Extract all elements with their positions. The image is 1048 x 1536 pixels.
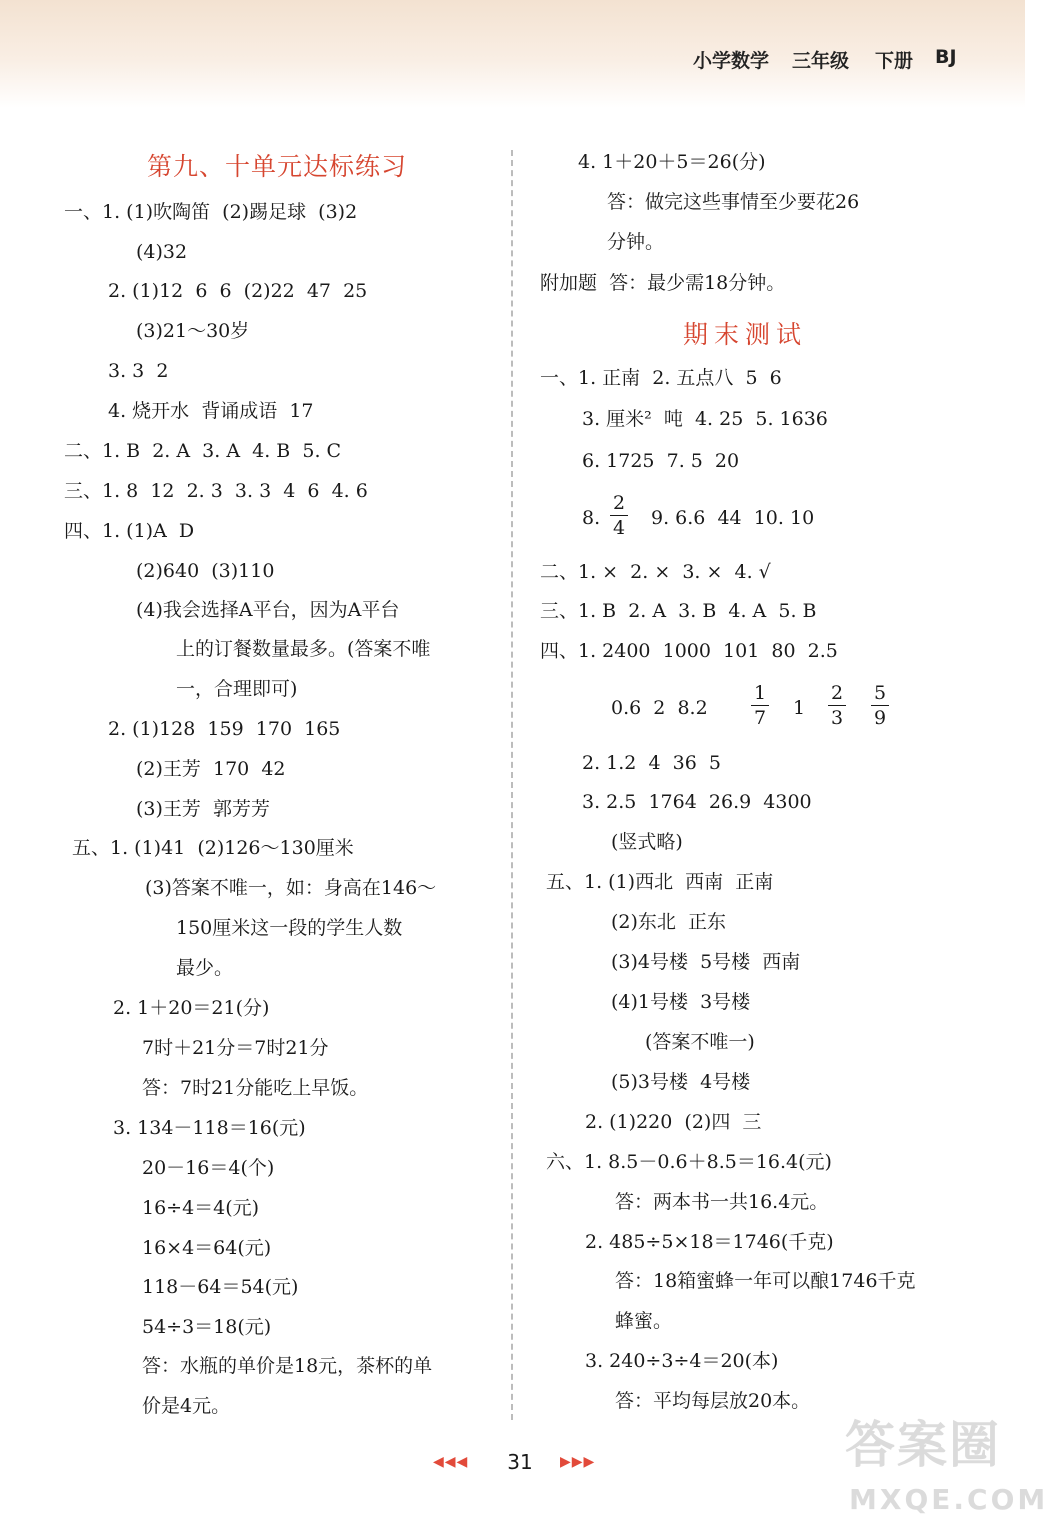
answer-line: (3)4号楼 5号楼 西南 [611, 951, 801, 973]
answer-line: 答：平均每层放20本。 [615, 1390, 811, 1412]
answer-line: (2)王芳 170 42 [136, 758, 286, 780]
answer-line: 2. 1＋20＝21(分) [113, 997, 270, 1019]
fraction [828, 682, 846, 729]
answer-line: 8. [582, 507, 601, 529]
answer-line: (5)3号楼 4号楼 [611, 1071, 751, 1093]
left-arrows-icon: ◀◀◀ [433, 1454, 469, 1470]
answer-line: 蜂蜜。 [615, 1310, 673, 1332]
answer-line: (4)1号楼 3号楼 [611, 991, 751, 1013]
answer-line: (3)答案不唯一，如：身高在146～ [145, 877, 437, 899]
header-subject: 小学数学 [693, 50, 770, 72]
answer-line: 答：水瓶的单价是18元，茶杯的单 [142, 1355, 433, 1377]
answer-line: 16÷4＝4(元) [142, 1197, 260, 1219]
header-grade: 三年级 [792, 50, 850, 72]
fraction-denominator: 4 [612, 517, 626, 539]
fraction [610, 492, 628, 539]
answer-line: 三、1. B 2. A 3. B 4. A 5. B [540, 600, 817, 622]
answer-line: (竖式略) [611, 831, 683, 853]
answer-line: 最少。 [176, 957, 234, 979]
answer-line: (3)21～30岁 [136, 320, 250, 342]
answer-line: 2. 485÷5×18＝1746(千克) [585, 1231, 834, 1253]
fraction-numerator: 1 [753, 682, 767, 704]
answer-line: 附加题 答：最少需18分钟。 [540, 272, 786, 294]
answer-line: 价是4元。 [142, 1395, 231, 1417]
fraction-denominator: 7 [753, 707, 767, 729]
answer-line: 3. 3 2 [108, 360, 169, 382]
fraction-numerator: 2 [612, 492, 626, 514]
answer-line: 9. 6.6 44 10. 10 [651, 507, 815, 529]
right-section-heading: 期末测试 [683, 320, 808, 349]
answer-line: 答：18箱蜜蜂一年可以酿1746千克 [615, 1270, 916, 1292]
answer-line: 一，合理即可) [176, 678, 298, 700]
fraction-denominator: 9 [873, 707, 887, 729]
fraction-numerator: 2 [830, 682, 844, 704]
answer-line: 2. (1)128 159 170 165 [108, 718, 341, 740]
page-number: 31 [507, 1450, 533, 1474]
answer-line: (4)我会选择A平台，因为A平台 [136, 599, 400, 621]
answer-line: 54÷3＝18(元) [142, 1316, 272, 1338]
answer-line: 3. 厘米² 吨 4. 25 5. 1636 [582, 408, 828, 430]
answer-line: 7时＋21分＝7时21分 [142, 1037, 329, 1059]
answer-line: 二、1. B 2. A 3. A 4. B 5. C [64, 440, 342, 462]
answer-line: (2)640 (3)110 [136, 560, 275, 582]
answer-line: 3. 2.5 1764 26.9 4300 [582, 791, 812, 813]
answer-line: 分钟。 [607, 231, 665, 253]
answer-line: 答：做完这些事情至少要花26 [607, 191, 860, 213]
header-volume: 下册 [875, 50, 914, 72]
answer-line: 四、1. 2400 1000 101 80 2.5 [540, 640, 838, 662]
answer-line: 五、1. (1)41 (2)126～130厘米 [72, 837, 354, 859]
watermark-logo [845, 1405, 1048, 1523]
running-header [0, 46, 1025, 76]
answer-line: 答：两本书一共16.4元。 [615, 1191, 829, 1213]
answer-line: 0.6 2 8.2 [611, 697, 708, 719]
fraction [871, 682, 889, 729]
answer-line: 一、1. (1)吹陶笛 (2)踢足球 (3)2 [64, 201, 358, 223]
answer-line: (3)王芳 郭芳芳 [136, 798, 270, 820]
answer-line: 一、1. 正南 2. 五点八 5 6 [540, 367, 782, 389]
watermark-text: 答案圈 [845, 1416, 1001, 1474]
answer-line: 三、1. 8 12 2. 3 3. 3 4 6 4. 6 [64, 480, 368, 502]
answer-line: 4. 烧开水 背诵成语 17 [108, 400, 314, 422]
answer-line: 3. 240÷3÷4＝20(本) [585, 1350, 779, 1372]
column-divider [511, 150, 513, 1420]
answer-line: 二、1. × 2. × 3. × 4. √ [540, 561, 771, 583]
answer-line: 答：7时21分能吃上早饭。 [142, 1077, 369, 1099]
answer-line: 6. 1725 7. 5 20 [582, 450, 740, 472]
fraction-denominator: 3 [830, 707, 844, 729]
answer-line: 4. 1＋20＋5＝26(分) [578, 151, 766, 173]
fraction-numerator: 5 [873, 682, 887, 704]
answer-line: (答案不唯一) [645, 1031, 755, 1053]
answer-line: 上的订餐数量最多。(答案不唯 [176, 638, 431, 660]
answer-line: 2. (1)12 6 6 (2)22 47 25 [108, 280, 368, 302]
answer-line: (2)东北 正东 [611, 911, 726, 933]
answer-line: 150厘米这一段的学生人数 [176, 917, 403, 939]
answer-line: 五、1. (1)西北 西南 正南 [546, 871, 774, 893]
header-edition: BJ [935, 46, 957, 68]
answer-line: 20－16＝4(个) [142, 1157, 275, 1179]
left-section-heading: 第九、十单元达标练习 [147, 152, 408, 181]
watermark-url: MXQE.COM [849, 1483, 1048, 1516]
answer-line: 3. 134－118＝16(元) [113, 1117, 306, 1139]
answer-line: 四、1. (1)A D [64, 520, 195, 542]
answer-line: 六、1. 8.5－0.6＋8.5＝16.4(元) [546, 1151, 832, 1173]
answer-line: 118－64＝54(元) [142, 1276, 299, 1298]
right-arrows-icon: ▶▶▶ [560, 1454, 596, 1470]
fraction [751, 682, 769, 729]
answer-line: (4)32 [136, 241, 188, 263]
answer-line: 1 [793, 697, 806, 719]
answer-line: 2. (1)220 (2)四 三 [585, 1111, 762, 1133]
answer-line: 2. 1.2 4 36 5 [582, 752, 721, 774]
answer-line: 16×4＝64(元) [142, 1237, 272, 1259]
